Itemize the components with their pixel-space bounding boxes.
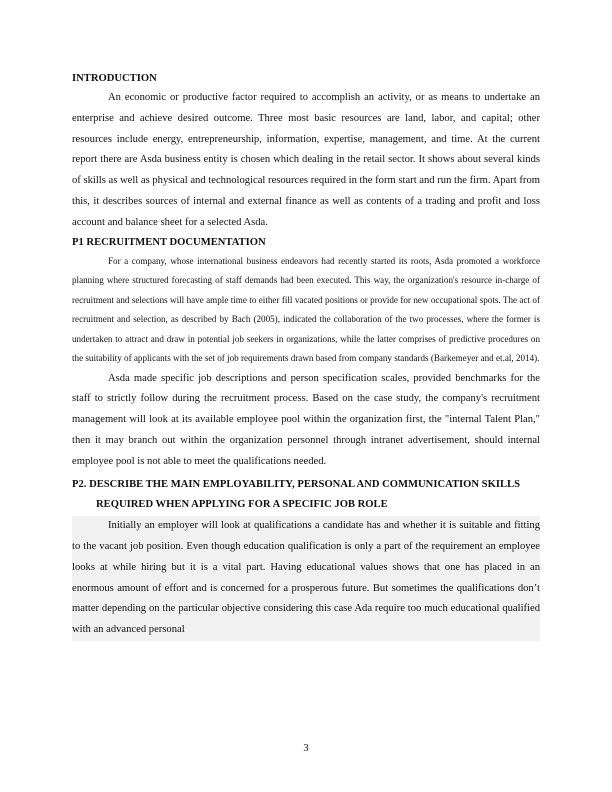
intro-heading: INTRODUCTION [72, 73, 157, 84]
intro-paragraph: An economic or productive factor required to accomplish an activity, or as means to undertake an enterprise and achieve desired outcome. Three most basic resources are land, labor, and capital; other resources include energy, entrepreneurship, information, expertise, management, and time. At the current report there are Asda business entity is chosen which dealing in the retail sector. It shows about several kinds of skills as well as physical and technological resources required in the form start and run the firm. Apart from this, it describes sources of internal and external finance as well as contents of a trading and profit and loss account and balance sheet for a selected Asda. [72, 92, 540, 228]
p1-heading: P1 RECRUITMENT DOCUMENTATION [72, 236, 266, 248]
p2-paragraph: Initially an employer will look at qualifications a candidate has and whether it is suitable and fitting to the vacant job position. Even though education qualification is only a part of the requirement an employee looks at while hiring but it is a vital part. Having educational values shows that one has placed in an enormous amount of effort and is concerned for a prosperous future. But sometimes the qualifications don’t matter depending on the particular objective considering this case Ada require too much educational qualified with an advanced personal [72, 516, 540, 641]
p1-paragraph-1: For a company, whose international business endeavors had recently started its roots, Asda promoted a workforce planning where structured forecasting of staff demands had been executed. This way, the organization's resource in-charge of recruitment and selections will have ample time to either fill vacated positions or provide for new occupational spots. The act of recruitment and selection, as described by Bach (2005), indicated the collaboration of the two processes, where the former is undertaken to attract and draw in potential job seekers in organizations, while the latter comprises of predictive procedures on the suitability of applicants with the set of job requirements drawn based from company standards (Barkemeyer and et.al, 2014). [72, 255, 540, 364]
page-number: 3 [303, 743, 309, 754]
p2-heading: P2. DESCRIBE THE MAIN EMPLOYABILITY, PERSONAL AND COMMUNICATION SKILLS REQUIRED WHEN APPLYING FOR A SPECIFIC JOB ROLE [72, 478, 520, 511]
document-page [72, 70, 540, 641]
p1-paragraph-2: Asda made specific job descriptions and person specification scales, provided benchmarks for the staff to strictly follow during the recruitment process. Based on the case study, the company's recruitment management will look at its available employee pool within the organization first, the "internal Talent Plan," then it may branch out within the organization personnel through intranet advertisement, should internal employee pool is not able to meet the qualifications needed. [72, 372, 540, 467]
